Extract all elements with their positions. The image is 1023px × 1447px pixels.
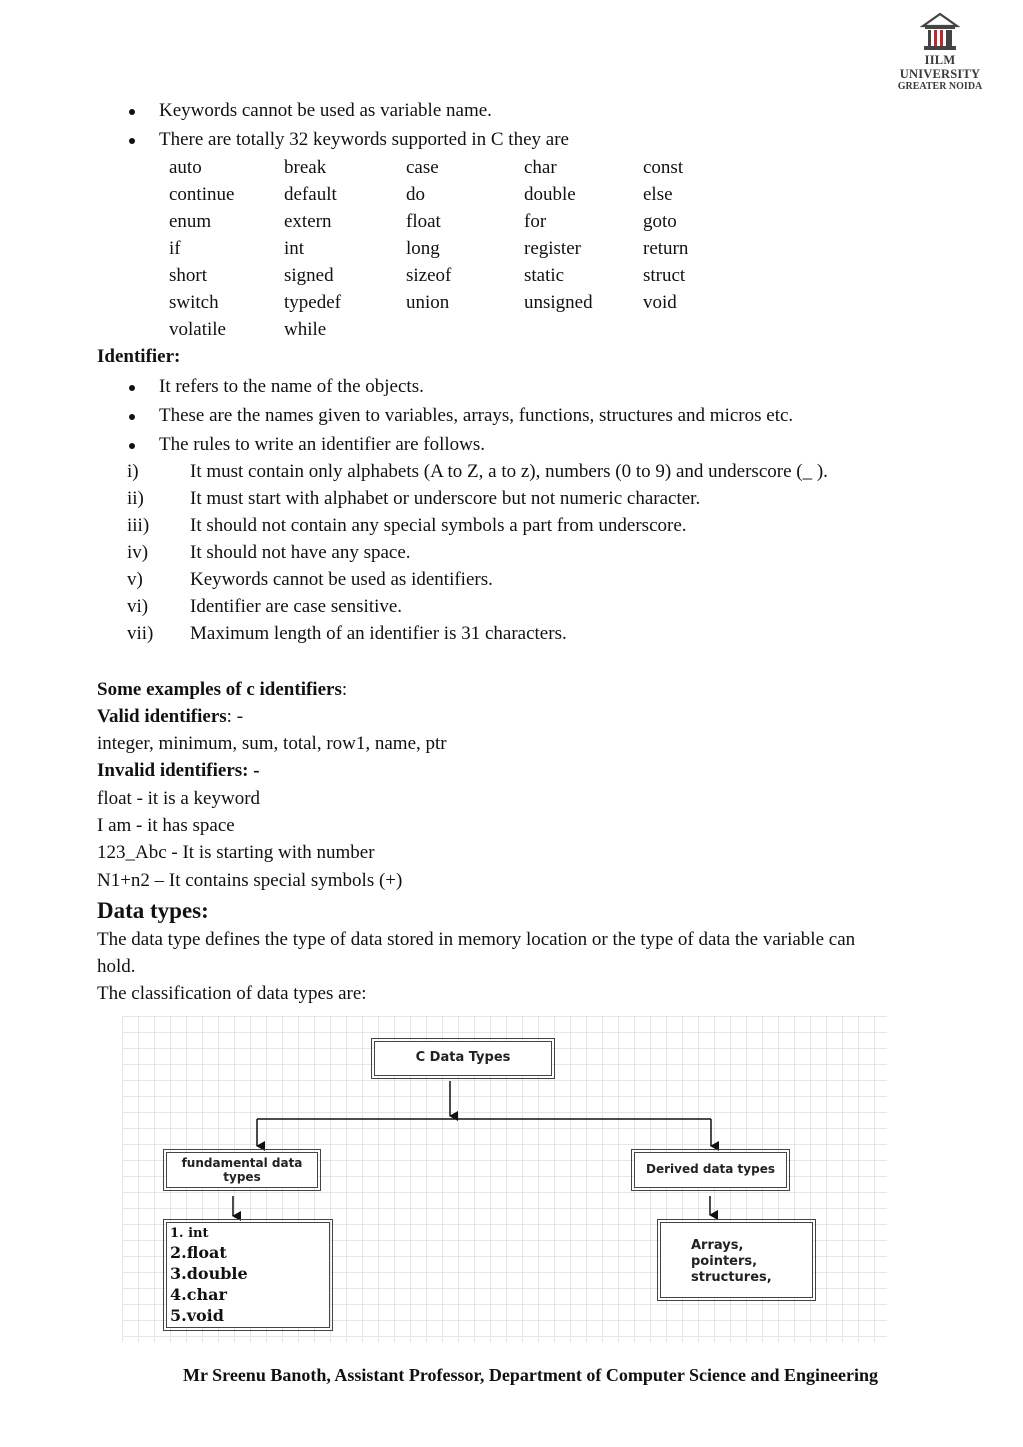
keyword-cell: continue [169,184,235,205]
keyword-cell: union [406,292,450,313]
fundamental-list-item: 4.char [170,1285,227,1304]
bullet-dot [129,385,135,391]
rule-number: iii) [127,515,150,536]
footer-author: Mr Sreenu Banoth, Assistant Professor, Department of Computer Science and Engineering [183,1365,878,1385]
keyword-cell: sizeof [406,265,452,286]
rule-number: ii) [127,488,144,509]
keyword-cell: typedef [284,292,341,313]
bullet-dot [129,109,135,115]
rule-text: Keywords cannot be used as identifiers. [190,569,493,590]
rule-text: It should not contain any special symbols a part from underscore. [190,515,687,536]
keyword-cell: while [284,319,327,340]
fundamental-box-line1: fundamental data [181,1156,303,1170]
identifier-bullet-1: It refers to the name of the objects. [159,376,424,397]
keyword-cell: static [524,265,565,286]
rule-number: iv) [127,542,149,563]
rule-number: v) [127,569,143,590]
keyword-cell: if [169,238,181,259]
data-types-diagram [122,1016,887,1342]
identifier-heading: Identifier: [97,346,181,367]
invalid-example: float - it is a keyword [97,788,261,809]
rule-text: Maximum length of an identifier is 31 characters. [190,623,567,644]
keyword-cell: float [406,211,441,232]
keyword-cell: const [643,157,684,178]
logo-name: IILM UNIVERSITY [899,53,981,81]
rule-text: It must contain only alphabets (A to Z, a to z), numbers (0 to 9) and underscore (_ ). [190,461,828,482]
derived-list-box [660,1222,813,1298]
keyword-cell: return [643,238,689,259]
keyword-cell: switch [169,292,219,313]
keyword-cell: do [406,184,425,205]
invalid-example: 123_Abc - It is starting with number [97,842,375,863]
invalid-example: N1+n2 – It contains special symbols (+) [97,870,403,891]
valid-identifiers-list: integer, minimum, sum, total, row1, name, ptr [97,733,447,754]
bullet-dot [129,138,135,144]
invalid-example: I am - it has space [97,815,235,836]
examples-heading: Some examples of c identifiers: [97,679,348,700]
keyword-cell: signed [284,265,334,286]
valid-identifiers-heading: Valid identifiers: - [97,706,244,727]
keyword-cell: goto [643,211,677,232]
keyword-cell: short [169,265,207,286]
keywords-bullet-2: There are totally 32 keywords supported in C they are [159,129,569,150]
derived-list-item: structures, [691,1270,772,1285]
fundamental-list-item: 3.double [170,1264,248,1283]
keyword-cell: int [284,238,305,259]
data-types-paragraph-line1: The data type defines the type of data stored in memory location or the type of data the variable can [97,929,856,950]
keyword-cell: enum [169,211,212,232]
keyword-cell: char [524,157,557,178]
keywords-bullet-1: Keywords cannot be used as variable name. [159,100,492,121]
identifier-bullet-3: The rules to write an identifier are follows. [159,434,486,455]
fundamental-list-item: 1. int [170,1226,209,1241]
fundamental-types-box [166,1152,318,1188]
keyword-cell: default [284,184,337,205]
keyword-cell: long [406,238,440,259]
derived-list-item: pointers, [691,1254,758,1269]
university-logo [884,12,996,92]
data-types-heading: Data types: [97,898,209,923]
keyword-cell: double [524,184,576,205]
data-types-classification: The classification of data types are: [97,983,367,1004]
identifier-bullet-2: These are the names given to variables, arrays, functions, structures and micros etc. [159,405,794,426]
bullet-dot [129,414,135,420]
keyword-cell: register [524,238,581,259]
keyword-cell: void [643,292,677,313]
keyword-cell: else [643,184,673,205]
keyword-cell: struct [643,265,686,286]
keyword-cell: break [284,157,327,178]
rule-number: vii) [127,623,154,644]
building-pillars-icon [920,12,960,52]
fundamental-list-item: 2.float [170,1243,227,1262]
rule-number: i) [127,461,139,482]
rule-text: It should not have any space. [190,542,411,563]
fundamental-list-box [166,1222,330,1328]
root-box: C Data Types [374,1041,552,1076]
rule-text: It must start with alphabet or underscore but not numeric character. [190,488,701,509]
logo-location: GREATER NOIDA [897,81,983,92]
fundamental-box-line2: types [223,1170,261,1184]
keyword-cell: case [406,157,439,178]
fundamental-list-item: 5.void [170,1306,224,1325]
rule-text: Identifier are case sensitive. [190,596,403,617]
keyword-cell: volatile [169,319,226,340]
keyword-cell: auto [169,157,202,178]
keyword-cell: unsigned [524,292,593,313]
bullet-dot [129,443,135,449]
keyword-cell: extern [284,211,332,232]
data-types-paragraph-line2: hold. [97,956,136,977]
keyword-cell: for [524,211,547,232]
derived-types-box: Derived data types [634,1152,787,1188]
invalid-identifiers-heading: Invalid identifiers: - [97,760,260,781]
rule-number: vi) [127,596,149,617]
derived-list-item: Arrays, [691,1238,744,1253]
